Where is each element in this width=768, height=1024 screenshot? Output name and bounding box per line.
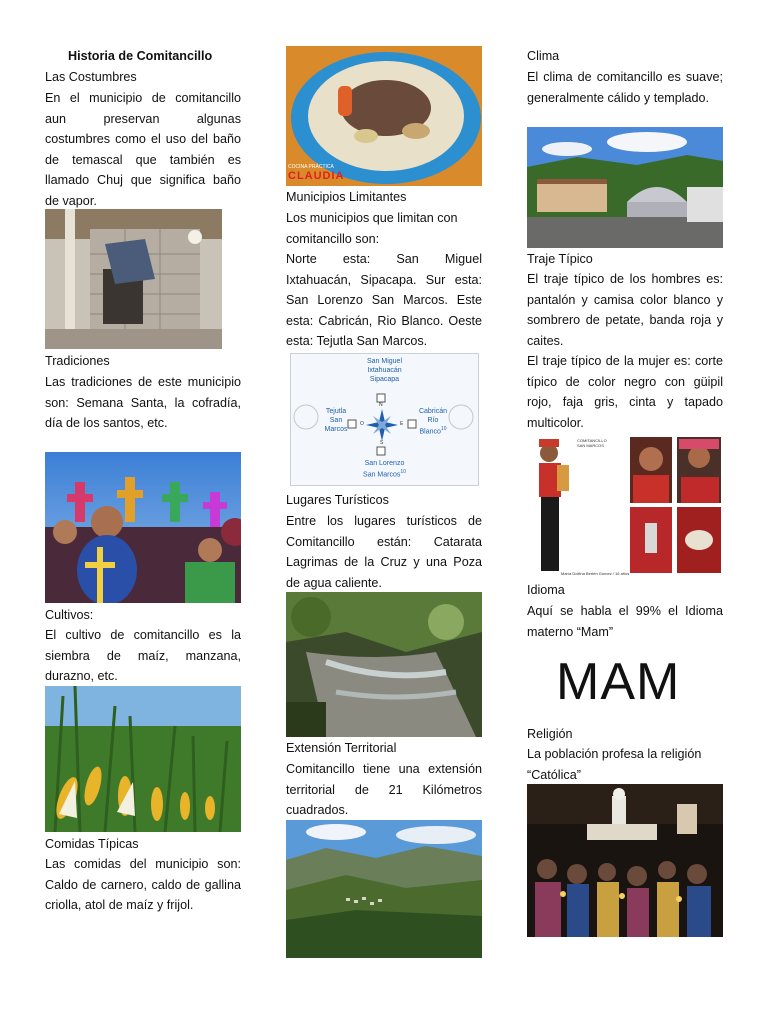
- limitantes-heading: Municipios Limitantes: [286, 190, 407, 204]
- compass-o: O: [360, 421, 364, 427]
- compass-s: S: [380, 440, 384, 446]
- traje-collage: COMITANCILLO SAN MARCOS María Dolfina Bertén Gómez / 16 años: [527, 435, 723, 577]
- river-photo: [286, 592, 482, 737]
- limitantes-detail: Norte esta: San Miguel Ixtahuacán, Sipacapa. Sur esta: San Lorenzo San Marcos. Este esta: Cabricán, Rio Blanco. Oeste esta: Tejutla San Marcos.: [286, 252, 482, 349]
- comidas-text: Las comidas del municipio son: Caldo de carnero, caldo de gallina criolla, atol de maíz y frijol.: [45, 857, 241, 913]
- religion-heading: Religión: [527, 727, 573, 741]
- turisticos-text: Entre los lugares turísticos de Comitancillo están: Catarata Lagrimas de la Cruz y una Poza de agua caliente.: [286, 514, 482, 590]
- turisticos-heading: Lugares Turísticos: [286, 493, 389, 507]
- tradiciones-text: Las tradiciones de este municipio son: Semana Santa, la cofradía, día de los santos, etc.: [45, 375, 241, 431]
- costumbres-heading: Las Costumbres: [45, 70, 137, 84]
- soup-photo: [286, 46, 482, 186]
- boundaries-compass: San Miguel Ixtahuacán Sipacapa Tejutla San Marcos Cabricán Río Blanco$^{10}$ San Lorenzo San Marcos$^{10}$ N S O E: [290, 353, 479, 486]
- clima-text: El clima de comitancillo es suave; generalmente cálido y templado.: [527, 70, 723, 105]
- page-title: Historia de Comitancillo: [68, 49, 213, 63]
- religion-photo: [527, 784, 723, 937]
- soup-watermark: COCINA PRÁCTICA CLAUDIA: [288, 164, 345, 182]
- traje-text-women: El traje típico de la mujer es: corte típico de color negro con güipil rojo, faja gris, cinta y tapado multicolor.: [527, 354, 723, 430]
- comidas-heading: Comidas Típicas: [45, 837, 139, 851]
- extension-heading: Extensión Territorial: [286, 741, 397, 755]
- extension-text: Comitancillo tiene una extensión territorial de 21 Kilómetros cuadrados.: [286, 762, 482, 818]
- cultivos-text: El cultivo de comitancillo es la siembra de maíz, manzana, durazno, etc.: [45, 628, 241, 684]
- mam-large-text: MAM: [556, 653, 681, 711]
- temascal-photo: [45, 209, 222, 349]
- town-photo: [527, 127, 723, 248]
- clima-heading: Clima: [527, 49, 560, 63]
- idioma-heading: Idioma: [527, 583, 565, 597]
- costumbres-text: En el municipio de comitancillo aun preservan algunas costumbres como el uso del baño de temascal que también es llamado Chuj que significa baño de vapor.: [45, 91, 241, 208]
- landscape-photo: [286, 820, 482, 958]
- cultivos-heading: Cultivos:: [45, 608, 94, 622]
- corn-photo: [45, 686, 241, 832]
- traje-heading: Traje Típico: [527, 252, 593, 266]
- tradiciones-heading: Tradiciones: [45, 354, 110, 368]
- traje-text-men: El traje típico de los hombres es: pantalón y camisa color blanco y sombrero de petate, banda roja y caites.: [527, 272, 723, 348]
- religion-text: La población profesa la religión “Católica”: [527, 747, 702, 782]
- procession-photo: [45, 452, 241, 603]
- idioma-text: Aquí se habla el 99% el Idioma materno “Mam”: [527, 604, 723, 639]
- compass-n: N: [379, 402, 383, 408]
- compass-e: E: [400, 421, 404, 427]
- limitantes-text: Los municipios que limitan con comitancillo son:: [286, 211, 458, 246]
